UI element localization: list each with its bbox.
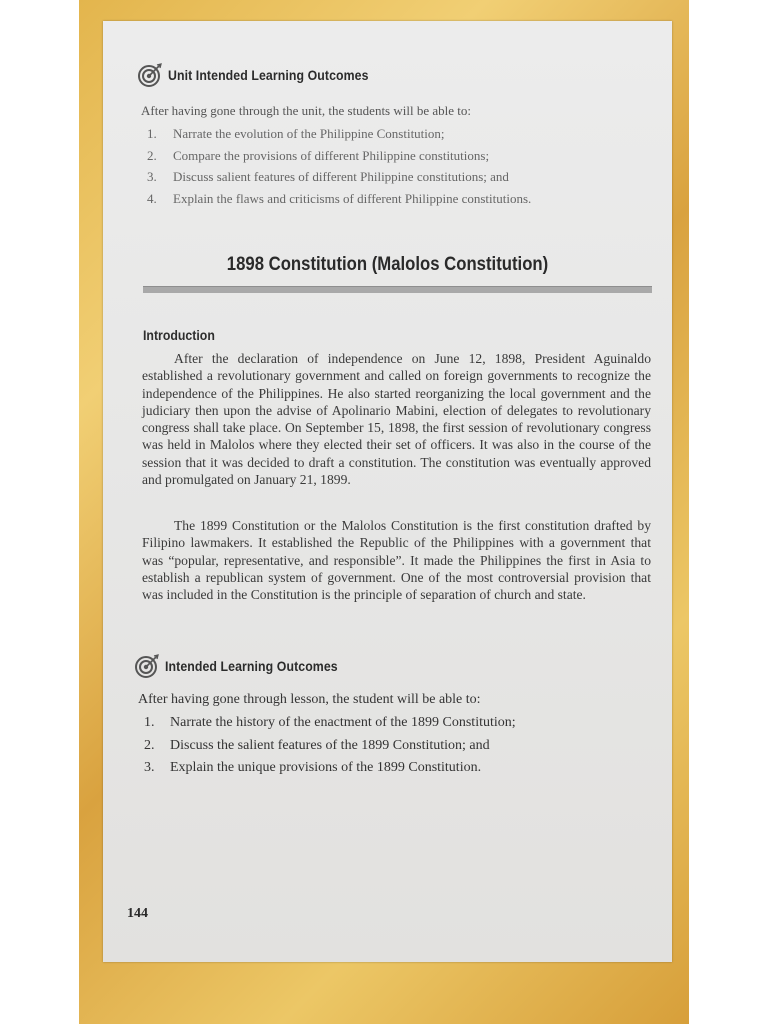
lesson-outcomes-list (138, 712, 516, 780)
list-item: 1. Narrate the evolution of the Philippine Constitution; (147, 126, 445, 141)
introduction-paragraph-1: After the declaration of independence on June 12, 1898, President Aguinaldo established a revolutionary government and called on foreign governments to recognize the independence of the Philippines. He also started reorganizing the local government and the judiciary then upon the advise of Apolinario Mabini, election of delegates to revolutionary congress shall take place. On September 15, 1898, the first session of revolutionary congress was held in Malolos where they elected their set of officers. It was also in the course of the session that it was decided to draft a constitution. The constitution was eventually approved and promulgated on January 21, 1899. (142, 351, 651, 488)
section-title: 1898 Constitution (Malolos Constitution) (226, 254, 549, 275)
list-item: 2. Compare the provisions of different Philippine constitutions; (147, 147, 490, 163)
section-divider (143, 286, 652, 293)
unit-outcomes-lead: After having gone through the unit, the students will be able to: (141, 103, 471, 118)
book-page (103, 21, 672, 962)
list-item: 1. Narrate the history of the enactment of the 1899 Constitution; (144, 715, 516, 730)
list-item: 3. Discuss salient features of different Philippine constitutions; and (147, 169, 509, 184)
unit-outcomes-heading-text: Unit Intended Learning Outcomes (168, 67, 369, 83)
lesson-outcomes-lead: After having gone through lesson, the student will be able to: (138, 692, 481, 707)
lesson-outcomes-heading (135, 654, 361, 678)
list-item: 3. Explain the unique provisions of the 1899 Constitution. (144, 760, 482, 775)
introduction-paragraph-2: The 1899 Constitution or the Malolos Constitution is the first constitution drafted by Filipino lawmakers. It established the Republic of the Philippines with a government that was “popular, representative, and responsible”. It made the Philippines the first in Asia to establish a republican system of government. One of the most controversial provision that was included in the Constitution is the principle of separation of church and state. (142, 518, 651, 603)
lesson-outcomes-heading-text: Intended Learning Outcomes (165, 658, 338, 674)
target-icon (135, 654, 159, 678)
unit-outcomes-heading (138, 63, 396, 87)
introduction-heading: Introduction (143, 327, 215, 343)
target-icon (138, 63, 162, 87)
unit-outcomes-list (141, 123, 531, 209)
list-item: 2. Discuss the salient features of the 1899 Constitution; and (144, 737, 490, 753)
list-item: 4. Explain the flaws and criticisms of different Philippine constitutions. (147, 190, 532, 206)
page-number: 144 (127, 906, 148, 921)
